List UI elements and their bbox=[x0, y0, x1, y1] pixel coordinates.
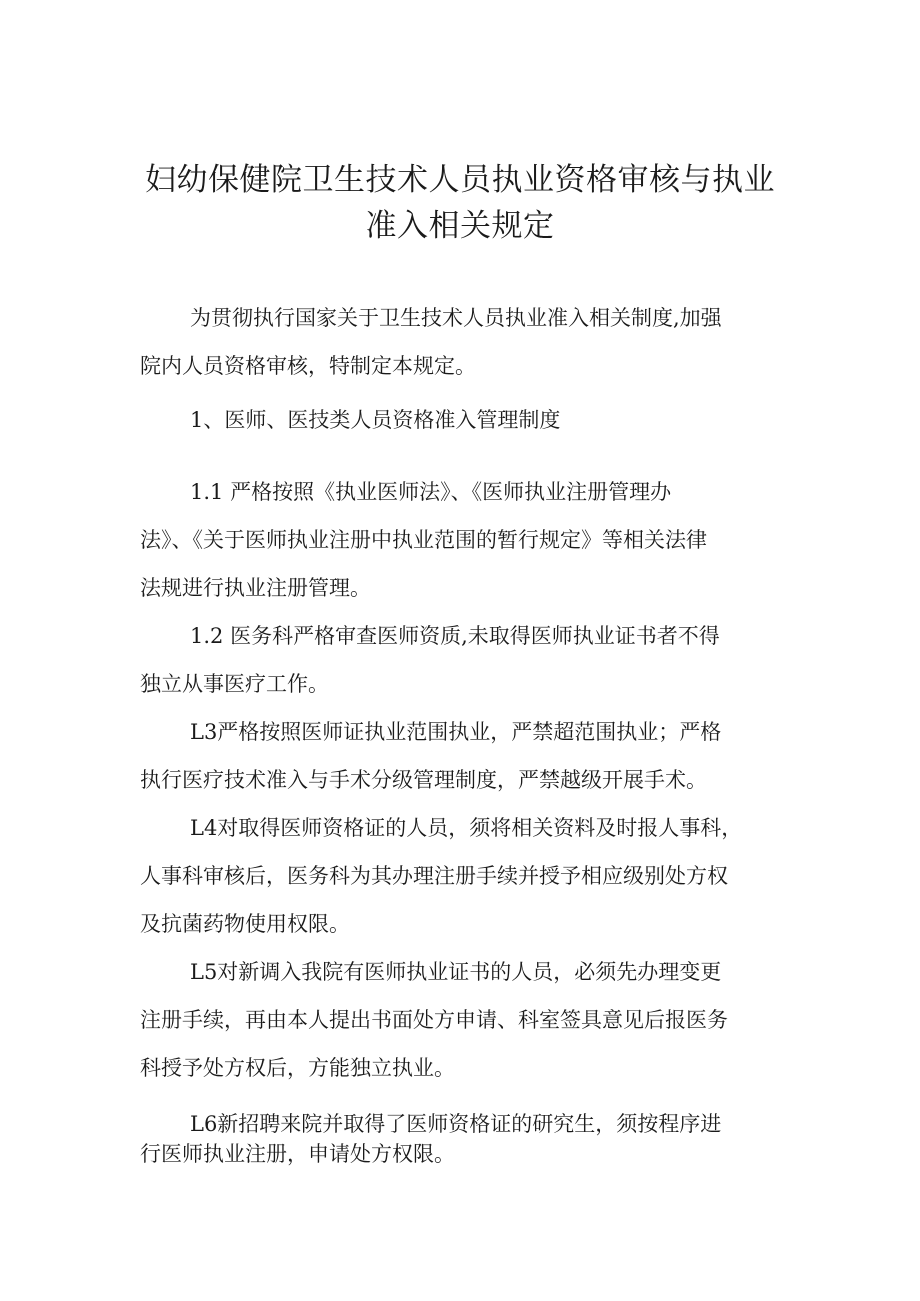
clause-1-3-line-1: L3严格按照医师证执业范围执业，严禁超范围执业；严格 bbox=[190, 720, 722, 744]
clause-1-5-line-1: L5对新调入我院有医师执业证书的人员，必须先办理变更 bbox=[190, 960, 722, 984]
clause-1-4-line-2: 人事科审核后，医务科为其办理注册手续并授予相应级别处方权 bbox=[140, 864, 728, 888]
clause-1-6-line-2: 行医师执业注册，申请处方权限。 bbox=[140, 1142, 455, 1166]
clause-1-2-line-1: 1.2 医务科严格审查医师资质,未取得医师执业证书者不得 bbox=[190, 624, 720, 648]
document-title-line-2: 准入相关规定 bbox=[365, 208, 555, 244]
intro-line-1: 为贯彻执行国家关于卫生技术人员执业准入相关制度,加强 bbox=[190, 306, 722, 330]
clause-1-4-line-1: L4对取得医师资格证的人员，须将相关资料及时报人事科， bbox=[190, 816, 743, 840]
clause-1-2-line-2: 独立从事医疗工作。 bbox=[140, 672, 329, 696]
clause-1-1-line-2: 法》、《关于医师执业注册中执业范围的暂行规定》等相关法律 bbox=[140, 528, 707, 552]
intro-line-2: 院内人员资格审核，特制定本规定。 bbox=[140, 354, 476, 378]
clause-1-1-line-3: 法规进行执业注册管理。 bbox=[140, 576, 371, 600]
clause-1-3-line-2: 执行医疗技术准入与手术分级管理制度，严禁越级开展手术。 bbox=[140, 768, 707, 792]
clause-1-5-line-2: 注册手续，再由本人提出书面处方申请、科室签具意见后报医务 bbox=[140, 1008, 728, 1032]
clause-1-1-line-1: 1.1 严格按照《执业医师法》、《医师执业注册管理办 bbox=[190, 480, 672, 504]
clause-1-6-line-1: L6新招聘来院并取得了医师资格证的研究生，须按程序进 bbox=[190, 1112, 722, 1136]
clause-1-4-line-3: 及抗菌药物使用权限。 bbox=[140, 912, 350, 936]
section-heading-1: 1、医师、医技类人员资格准入管理制度 bbox=[190, 408, 561, 432]
clause-1-5-line-3: 科授予处方权后，方能独立执业。 bbox=[140, 1056, 455, 1080]
document-title-line-1: 妇幼保健院卫生技术人员执业资格审核与执业 bbox=[145, 162, 775, 198]
